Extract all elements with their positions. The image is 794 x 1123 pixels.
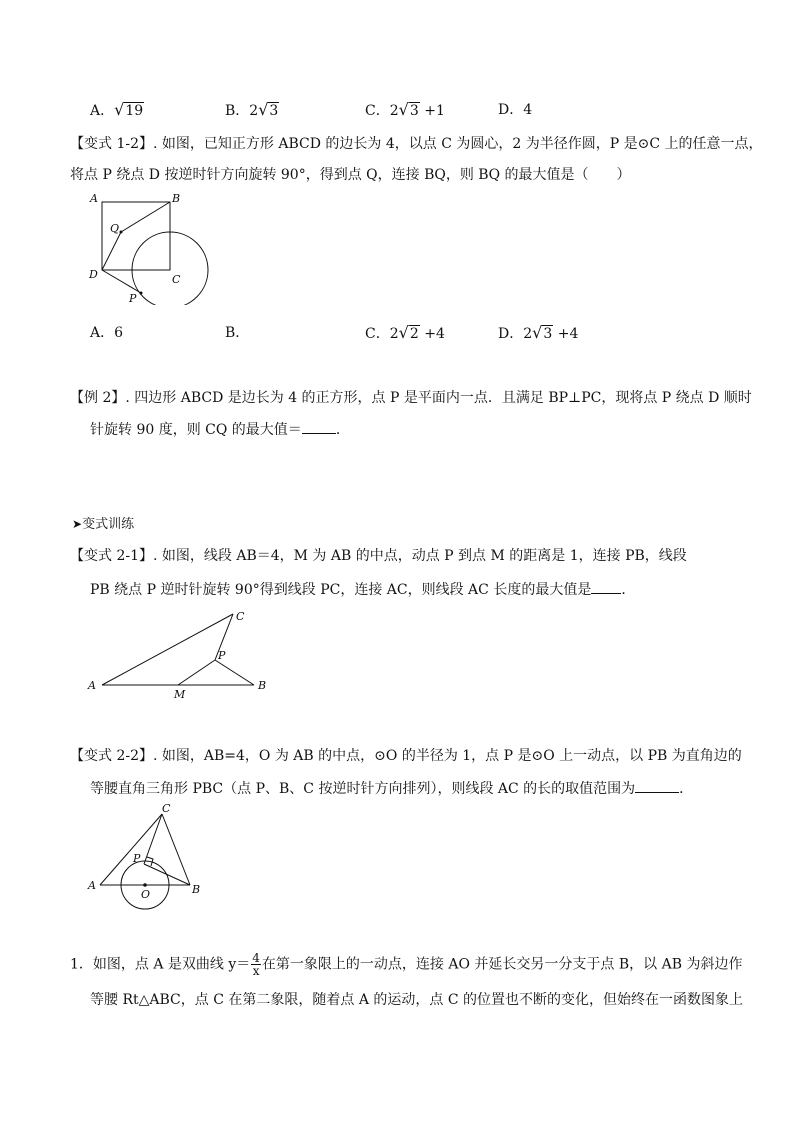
variant-1-2-option-c: C．2√2 +4 — [365, 323, 445, 342]
variant-1-2-line1: 【变式 1-2】. 如图，已知正方形 ABCD 的边长为 4，以点 C 为圆心，2 为半径作圆，P 是⊙C 上的任意一点， — [70, 136, 763, 152]
label-p: P — [133, 852, 141, 865]
label-m: M — [174, 688, 186, 701]
radicand: 19 — [125, 103, 144, 119]
example-2-line1: 【例 2】. 四边形 ABCD 是边长为 4 的正方形，点 P 是平面内一点．且满足 BP⊥PC，现将点 P 绕点 D 顺时 — [70, 390, 752, 406]
figure-circle-triangle — [86, 800, 216, 912]
option-c: C．2√3 +1 — [365, 100, 445, 119]
label-p: P — [129, 292, 137, 305]
label-a: A — [88, 879, 96, 892]
label-o: O — [141, 888, 151, 901]
section-heading: ➤变式训练 — [72, 517, 135, 532]
figure-square-circle — [86, 190, 221, 305]
label-p: P — [218, 649, 226, 662]
label-a: A — [90, 192, 98, 205]
label-q: Q — [110, 222, 120, 235]
variant-2-2-line1: 【变式 2-2】. 如图，AB=4，O 为 AB 的中点，⊙O 的半径为 1，点 P 是⊙O 上一动点，以 PB 为直角边的 — [70, 748, 742, 764]
example-2-line2: 针旋转 90 度，则 CQ 的最大值＝ ． — [90, 419, 350, 440]
fraction: $\frac{4}{x}$ — [252, 951, 260, 978]
label-a: A — [88, 679, 96, 692]
variant-1-2-option-d: D．2√3 +4 — [498, 323, 579, 342]
problem-1-line2: 等腰 Rt△ABC，点 C 在第二象限，随着点 A 的运动，点 C 的位置也不断的变化，但始终在一函数图象上 — [90, 992, 743, 1008]
problem-1-line1: 1．如图，点 A 是双曲线 y＝ $\frac{4}{x}$ 在第一象限上的一动点，连接 AO 并延长交另一分支于点 B，以 AB 为斜边作 — [70, 951, 743, 978]
label-b: B — [258, 679, 267, 692]
option-b: B．2√3 — [225, 100, 279, 119]
label-b: B — [192, 883, 201, 896]
variant-2-1-line1: 【变式 2-1】. 如图，线段 AB＝4，M 为 AB 的中点，动点 P 到点 M 的距离是 1，连接 PB，线段 — [70, 548, 687, 564]
label-c: C — [236, 610, 245, 623]
figure-segment-rotation — [86, 602, 276, 702]
variant-1-2-option-b: B． — [225, 325, 250, 341]
option-d: D．4 — [498, 102, 533, 118]
variant-2-1-line2: PB 绕点 P 逆时针旋转 90°得到线段 PC，连接 AC，则线段 AC 长度的最大值是 ． — [90, 579, 635, 600]
label-c: C — [172, 273, 181, 286]
variant-1-2-option-a: A．6 — [90, 325, 124, 341]
label-d: D — [89, 268, 98, 281]
option-a: A．√19 — [90, 100, 144, 119]
variant-2-2-line2: 等腰直角三角形 PBC（点 P、B、C 按逆时针方向排列），则线段 AC 的长的取值范围为 ． — [90, 778, 693, 799]
variant-1-2-line2: 将点 P 绕点 D 按逆时针方向旋转 90°，得到点 Q，连接 BQ，则 BQ 的最大值是（ ） — [70, 167, 631, 183]
label-c: C — [162, 802, 171, 815]
label-b: B — [172, 192, 181, 205]
